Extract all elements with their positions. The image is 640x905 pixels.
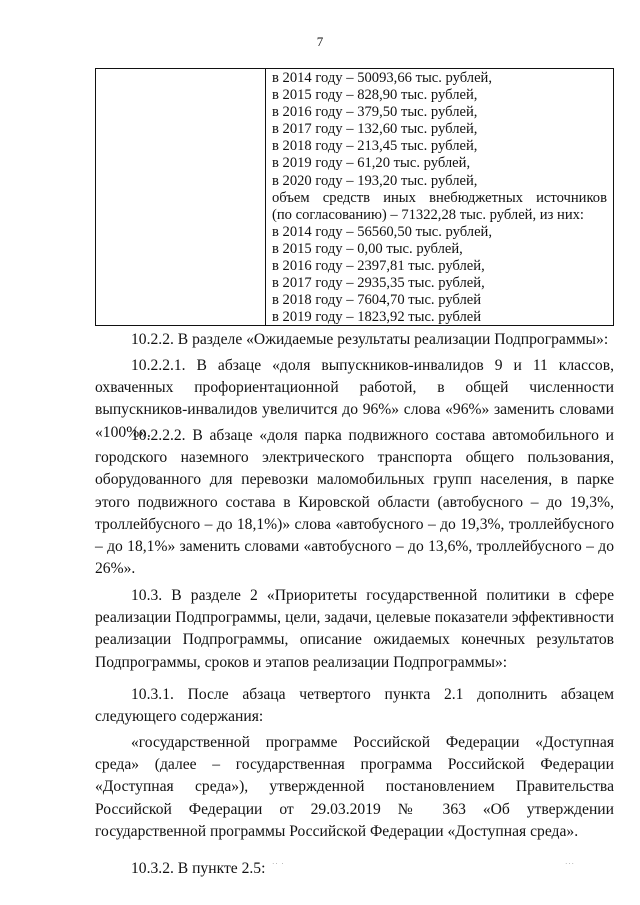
funding-line: в 2016 году – 379,50 тыс. рублей, [272,104,478,121]
funding-line: в 2015 году – 0,00 тыс. рублей, [272,240,463,257]
table-column-divider [265,69,266,325]
paragraph-10-2-2: 10.2.2. В разделе «Ожидаемые результаты реализации Подпрограммы»: [131,331,609,348]
funding-lines [272,70,607,326]
paragraph-10-2-2-2: 10.2.2.2. В абзаце «доля парка подвижного состава автомобильного и городского наземного электрического транспорта общего пользования, оборудованного для перевозки маломобильных групп населения, в парке этого подвижного состава в Кировской области (автобусного – до 19,3%, троллейбусного – до 18,1%)» слова «автобусного – до 19,3%, троллейбусного – до 18,1%» заменить словами «автобусного – до 13,6%, троллейбусного – до 26%». [95,427,614,578]
paragraph-10-3-1: 10.3.1. После абзаца четвертого пункта 2.1 дополнить абзацем следующего содержания: [95,686,614,726]
scan-artifact: ˙˙ ˙ [272,862,285,870]
budget-table [95,68,614,326]
paragraph-10-2-2-1: 10.2.2.1. В абзаце «доля выпускников-инвалидов 9 и 11 классов, охваченных профориентационной работой, в общей численности выпускников-инвалидов увеличится до 96%» слова «96%» заменить словами «100%». [95,357,614,441]
funding-line: в 2020 году – 193,20 тыс. рублей, [272,172,478,189]
paragraph-10-3: 10.3. В разделе 2 «Приоритеты государственной политики в сфере реализации Подпрограммы, цели, задачи, целевые показатели эффективности реализации Подпрограммы, описание ожидаемых конечных результатов Подпрограммы, сроков и этапов реализации Подпрограммы»: [95,587,614,671]
funding-line: в 2014 году – 56560,50 тыс. рублей, [272,223,493,240]
funding-line: в 2016 году – 2397,81 тыс. рублей, [272,258,485,275]
funding-line: в 2019 году – 1823,92 тыс. рублей [272,309,482,326]
funding-line: в 2019 году – 61,20 тыс. рублей, [272,155,471,172]
funding-line: в 2018 году – 7604,70 тыс. рублей [272,292,482,309]
funding-line: в 2017 году – 2935,35 тыс. рублей, [272,275,485,292]
funding-line: в 2014 году – 50093,66 тыс. рублей, [272,70,493,86]
funding-line: объем средств иных внебюджетных источников [272,189,607,206]
paragraph-10-3-2: 10.3.2. В пункте 2.5: [131,860,266,877]
scan-artifact: ˙˙˙ [565,862,575,870]
funding-line: в 2015 году – 828,90 тыс. рублей, [272,87,478,104]
funding-line: (по согласованию) – 71322,28 тыс. рублей, из них: [272,206,584,223]
funding-line: в 2018 году – 213,45 тыс. рублей, [272,138,478,155]
page-number: 7 [316,34,324,49]
funding-line: в 2017 году – 132,60 тыс. рублей, [272,121,478,138]
paragraph-quoted-addition: «государственной программе Российской Федерации «Доступная среда» (далее – государственная программа Российской Федерации «Доступная среда»), утвержденной постановлением Правительства Российской Федерации от 29.03.2019 № 363 «Об утверждении государственной программы Российской Федерации «Доступная среда». [95,734,614,840]
